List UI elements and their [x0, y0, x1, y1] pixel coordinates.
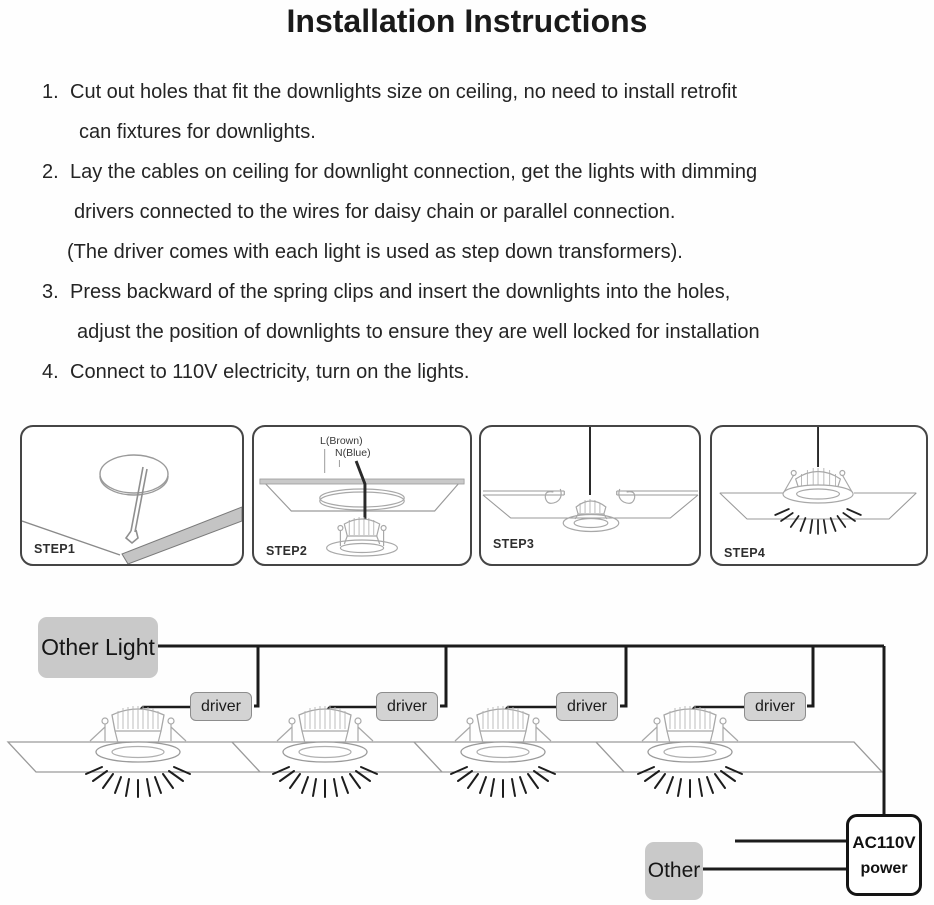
neutral-wire-label: N(Blue)	[335, 447, 371, 459]
instruction-2-line-2: drivers connected to the wires for daisy chain or parallel connection.	[74, 201, 676, 223]
instruction-text: Connect to 110V electricity, turn on the lights.	[70, 361, 470, 383]
step3-panel	[479, 425, 701, 566]
driver-box-3: driver	[556, 692, 618, 721]
live-wire-label: L(Brown)	[320, 435, 363, 447]
light-rays	[775, 509, 861, 534]
list-number: 4.	[42, 361, 59, 383]
downlight-1	[86, 706, 190, 797]
downlight-4	[638, 706, 742, 797]
instruction-2-line-1	[42, 152, 902, 192]
step1-label: STEP1	[34, 542, 76, 556]
other-light-box: Other Light	[38, 617, 158, 678]
instruction-text: Press backward of the spring clips and insert the downlights into the holes,	[70, 281, 731, 303]
ceiling-hole	[320, 489, 404, 510]
list-number: 2.	[42, 161, 59, 183]
list-number: 3.	[42, 281, 59, 303]
step3-label: STEP3	[493, 537, 535, 551]
instruction-3-line-1	[42, 272, 902, 312]
trim-ring	[783, 485, 853, 503]
list-number: 1.	[42, 81, 59, 103]
downlight-drawing	[327, 517, 398, 556]
instruction-1-line-1	[42, 72, 902, 112]
other-box: Other	[645, 842, 703, 900]
instruction-text: Cut out holes that fit the downlights size on ceiling, no need to install retrofit	[70, 81, 738, 103]
driver-box-2: driver	[376, 692, 438, 721]
step2-panel	[252, 425, 472, 566]
step4-panel	[710, 425, 928, 566]
instruction-2-line-3: (The driver comes with each light is used as step down transformers).	[67, 241, 683, 263]
ac-power-line2: power	[860, 859, 908, 877]
cut-hole-disc	[100, 455, 168, 495]
downlight-2	[273, 706, 377, 797]
step2-label: STEP2	[266, 544, 308, 558]
instruction-list	[42, 72, 902, 392]
instruction-4-line-1	[42, 352, 902, 392]
instruction-3-line-2: adjust the position of downlights to ensure they are well locked for installation	[77, 321, 760, 343]
driver-box-4: driver	[744, 692, 806, 721]
ceiling-beam	[122, 507, 242, 564]
driver-box-1: driver	[190, 692, 252, 721]
instruction-text: Lay the cables on ceiling for downlight connection, get the lights with dimming	[70, 161, 758, 183]
step4-label: STEP4	[724, 546, 766, 560]
downlight-3	[451, 706, 555, 797]
saw-icon	[126, 467, 147, 543]
ac-power-line1: AC110V	[852, 832, 916, 852]
page-title: Installation Instructions	[286, 3, 648, 39]
step1-panel	[20, 425, 244, 566]
ac-power-box	[846, 814, 922, 896]
step4-drawing	[712, 427, 926, 564]
instruction-1-line-2: can fixtures for downlights.	[79, 121, 316, 143]
